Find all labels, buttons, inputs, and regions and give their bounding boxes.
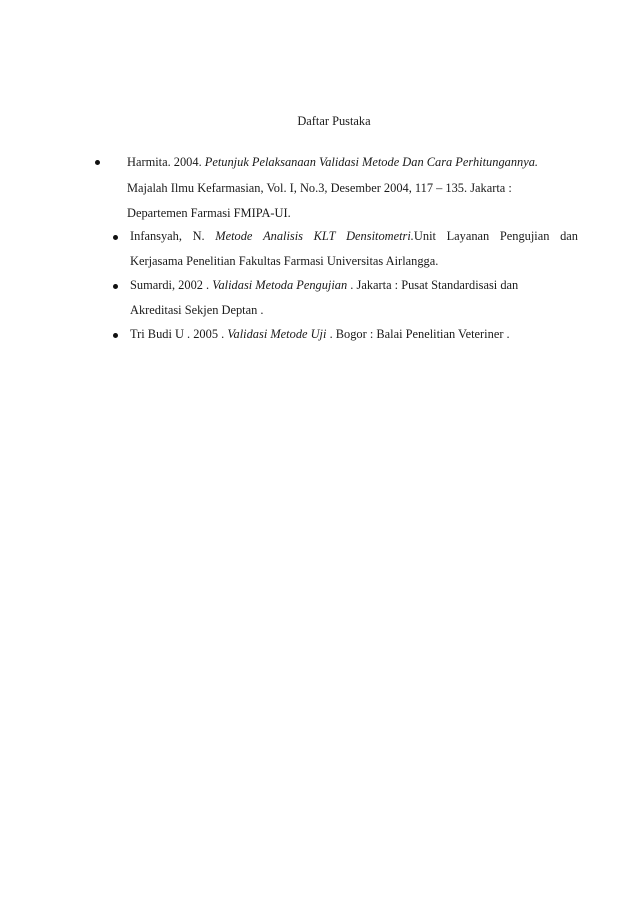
reference-line: Majalah Ilmu Kefarmasian, Vol. I, No.3, Desember 2004, 117 – 135. Jakarta : [127,181,512,195]
reference-word: N. [192,229,205,243]
reference-author-year: Tri Budi U . 2005 . [130,327,225,341]
reference-line [127,155,538,169]
bullet-icon [113,284,118,289]
reference-title-word: KLT [313,229,336,243]
reference-line: Akreditasi Sekjen Deptan . [130,303,264,317]
reference-author-year: Sumardi, 2002 . [130,278,210,292]
reference-word: Infansyah, [130,229,182,243]
reference-word: dan [560,229,578,243]
reference-title: Validasi Metoda Pengujian [212,278,348,292]
reference-title-word-group [346,229,436,243]
reference-title: Petunjuk Pelaksanaan Validasi Metode Dan Cara Perhitungannya. [204,155,539,169]
reference-word: Layanan [446,229,490,243]
reference-word: Unit [413,229,436,243]
reference-word: Pengujian [499,229,550,243]
page-title: Daftar Pustaka [297,114,371,128]
reference-author-year: Harmita. 2004. [127,155,202,169]
reference-publisher: . Bogor : Balai Penelitian Veteriner . [329,327,510,341]
bullet-icon [113,235,118,240]
reference-title-word: Densitometri. [346,229,414,243]
reference-line [130,327,510,341]
reference-title: Validasi Metode Uji [227,327,327,341]
reference-publisher: . Jakarta : Pusat Standardisasi dan [350,278,519,292]
bullet-icon [113,333,118,338]
reference-title-word: Analisis [263,229,304,243]
reference-title-word: Metode [215,229,253,243]
reference-line: Kerjasama Penelitian Fakultas Farmasi Universitas Airlangga. [130,254,439,268]
reference-line: Departemen Farmasi FMIPA-UI. [127,206,291,220]
reference-line [130,229,578,243]
bullet-icon [95,160,100,165]
reference-line [130,278,518,292]
